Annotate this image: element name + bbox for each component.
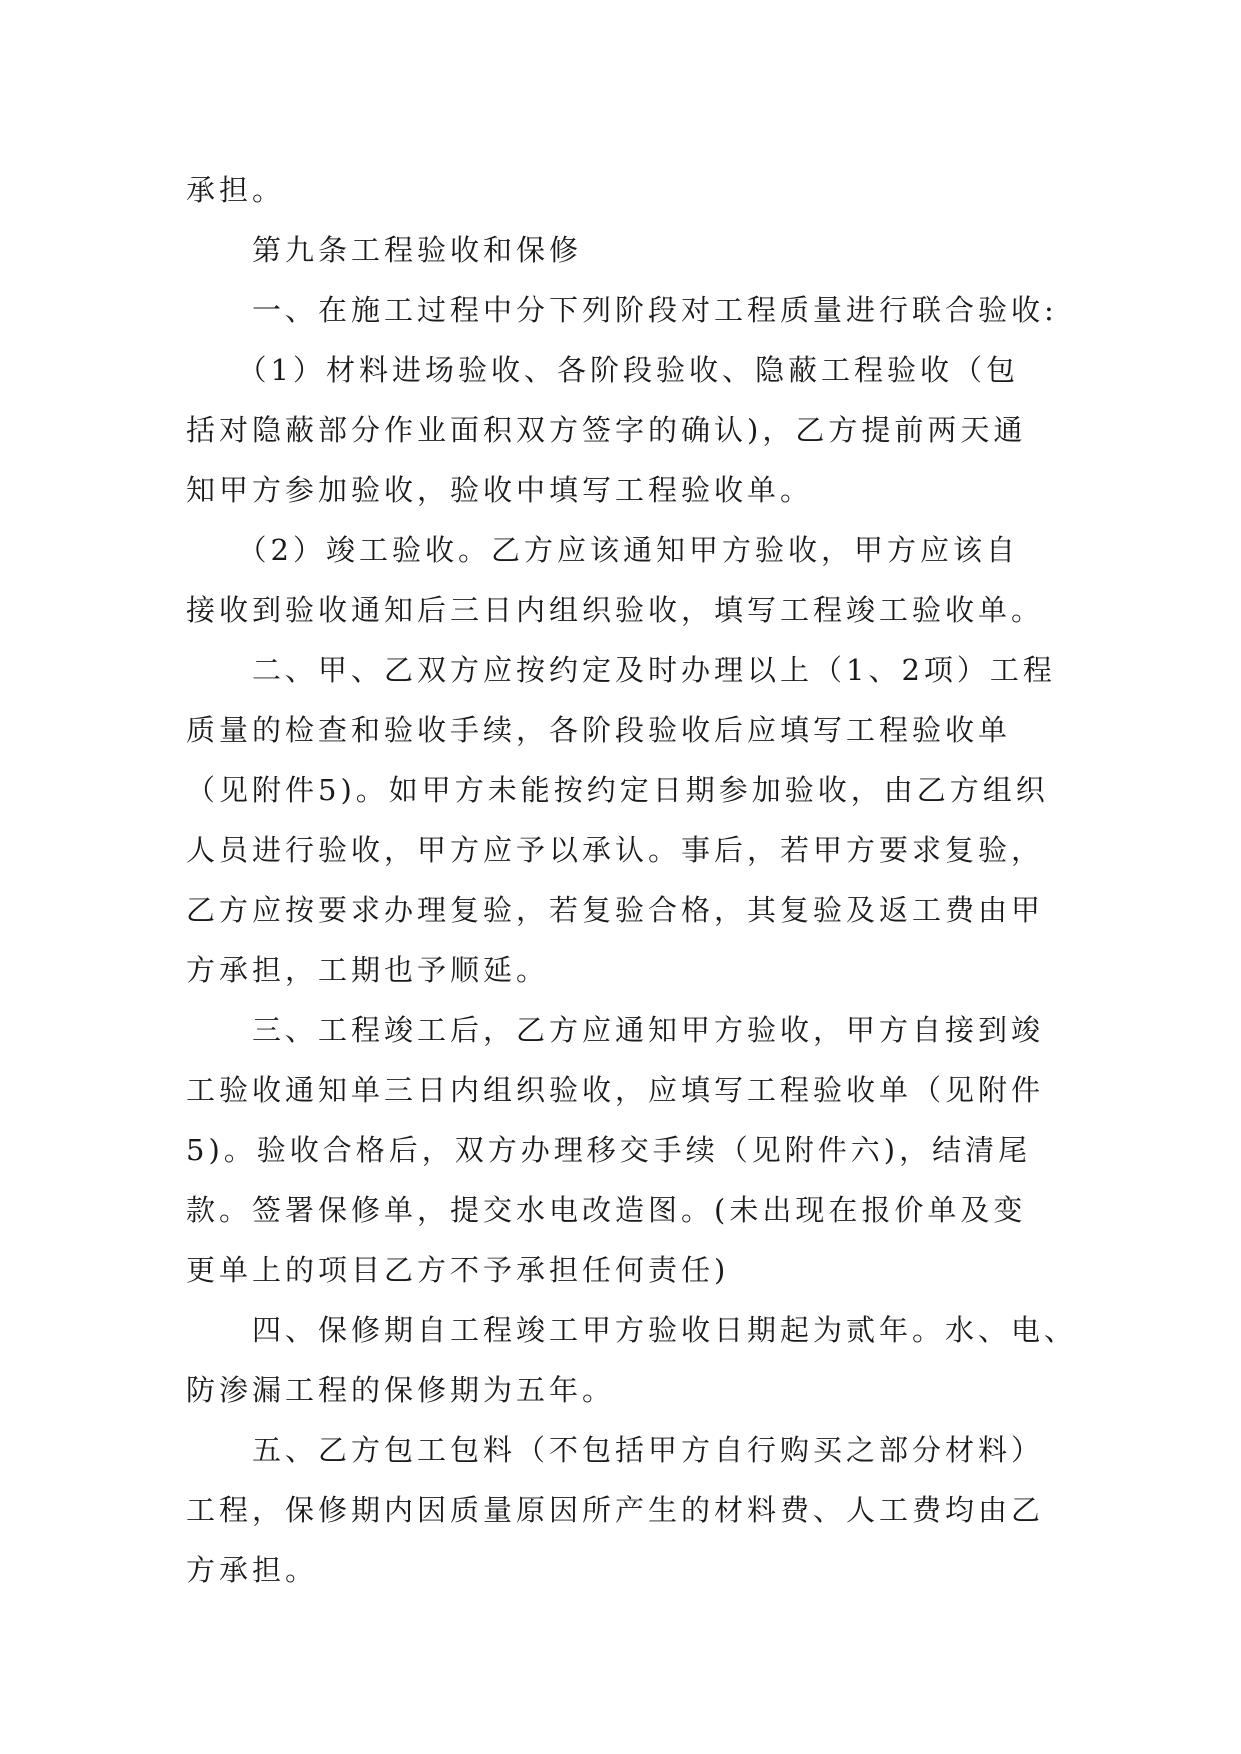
text-line: 承担。 (186, 173, 286, 207)
text-line: 工验收通知单三日内组织验收，应填写工程验收单（见附件 (186, 1073, 1045, 1107)
text-line: 括对隐蔽部分作业面积双方签字的确认)，乙方提前两天通 (186, 413, 1027, 447)
text-line: 质量的检查和验收手续，各阶段验收后应填写工程验收单 (186, 713, 1012, 747)
document-body (186, 160, 1078, 1600)
text-line: 方承担，工期也予顺延。 (186, 953, 550, 987)
text-line: 三、工程竣工后，乙方应通知甲方验收，甲方自接到竣 (186, 1013, 1045, 1047)
text-line: 接收到验收通知后三日内组织验收，填写工程竣工验收单。 (186, 593, 1045, 627)
section-heading: 第九条工程验收和保修 (186, 233, 583, 267)
text-line: 四、保修期自工程竣工甲方验收日期起为贰年。水、电、 (186, 1313, 1078, 1347)
text-line: （1）材料进场验收、各阶段验收、隐蔽工程验收（包 (186, 353, 1019, 387)
text-line: 5)。验收合格后，双方办理移交手续（见附件六)，结清尾 (186, 1133, 1032, 1167)
text-line: （2）竣工验收。乙方应该通知甲方验收，甲方应该自 (186, 533, 1019, 567)
text-line: 知甲方参加验收，验收中填写工程验收单。 (186, 473, 814, 507)
text-line: 人员进行验收，甲方应予以承认。事后，若甲方要求复验， (186, 833, 1045, 867)
text-line: 乙方应按要求办理复验，若复验合格，其复验及返工费由甲 (186, 893, 1045, 927)
text-line: 一、在施工过程中分下列阶段对工程质量进行联合验收: (186, 293, 1058, 327)
text-line: 更单上的项目乙方不予承担任何责任) (186, 1253, 730, 1287)
text-line: 二、甲、乙双方应按约定及时办理以上（1、2项）工程 (186, 653, 1056, 687)
text-line: （见附件5)。如甲方未能按约定日期参加验收，由乙方组织 (186, 773, 1049, 807)
text-line: 五、乙方包工包料（不包括甲方自行购买之部分材料） (186, 1433, 1045, 1467)
text-line: 工程，保修期内因质量原因所产生的材料费、人工费均由乙 (186, 1493, 1045, 1527)
text-line: 方承担。 (186, 1553, 319, 1587)
text-line: 款。签署保修单，提交水电改造图。(未出现在报价单及变 (186, 1193, 1027, 1227)
text-line: 防渗漏工程的保修期为五年。 (186, 1373, 616, 1407)
